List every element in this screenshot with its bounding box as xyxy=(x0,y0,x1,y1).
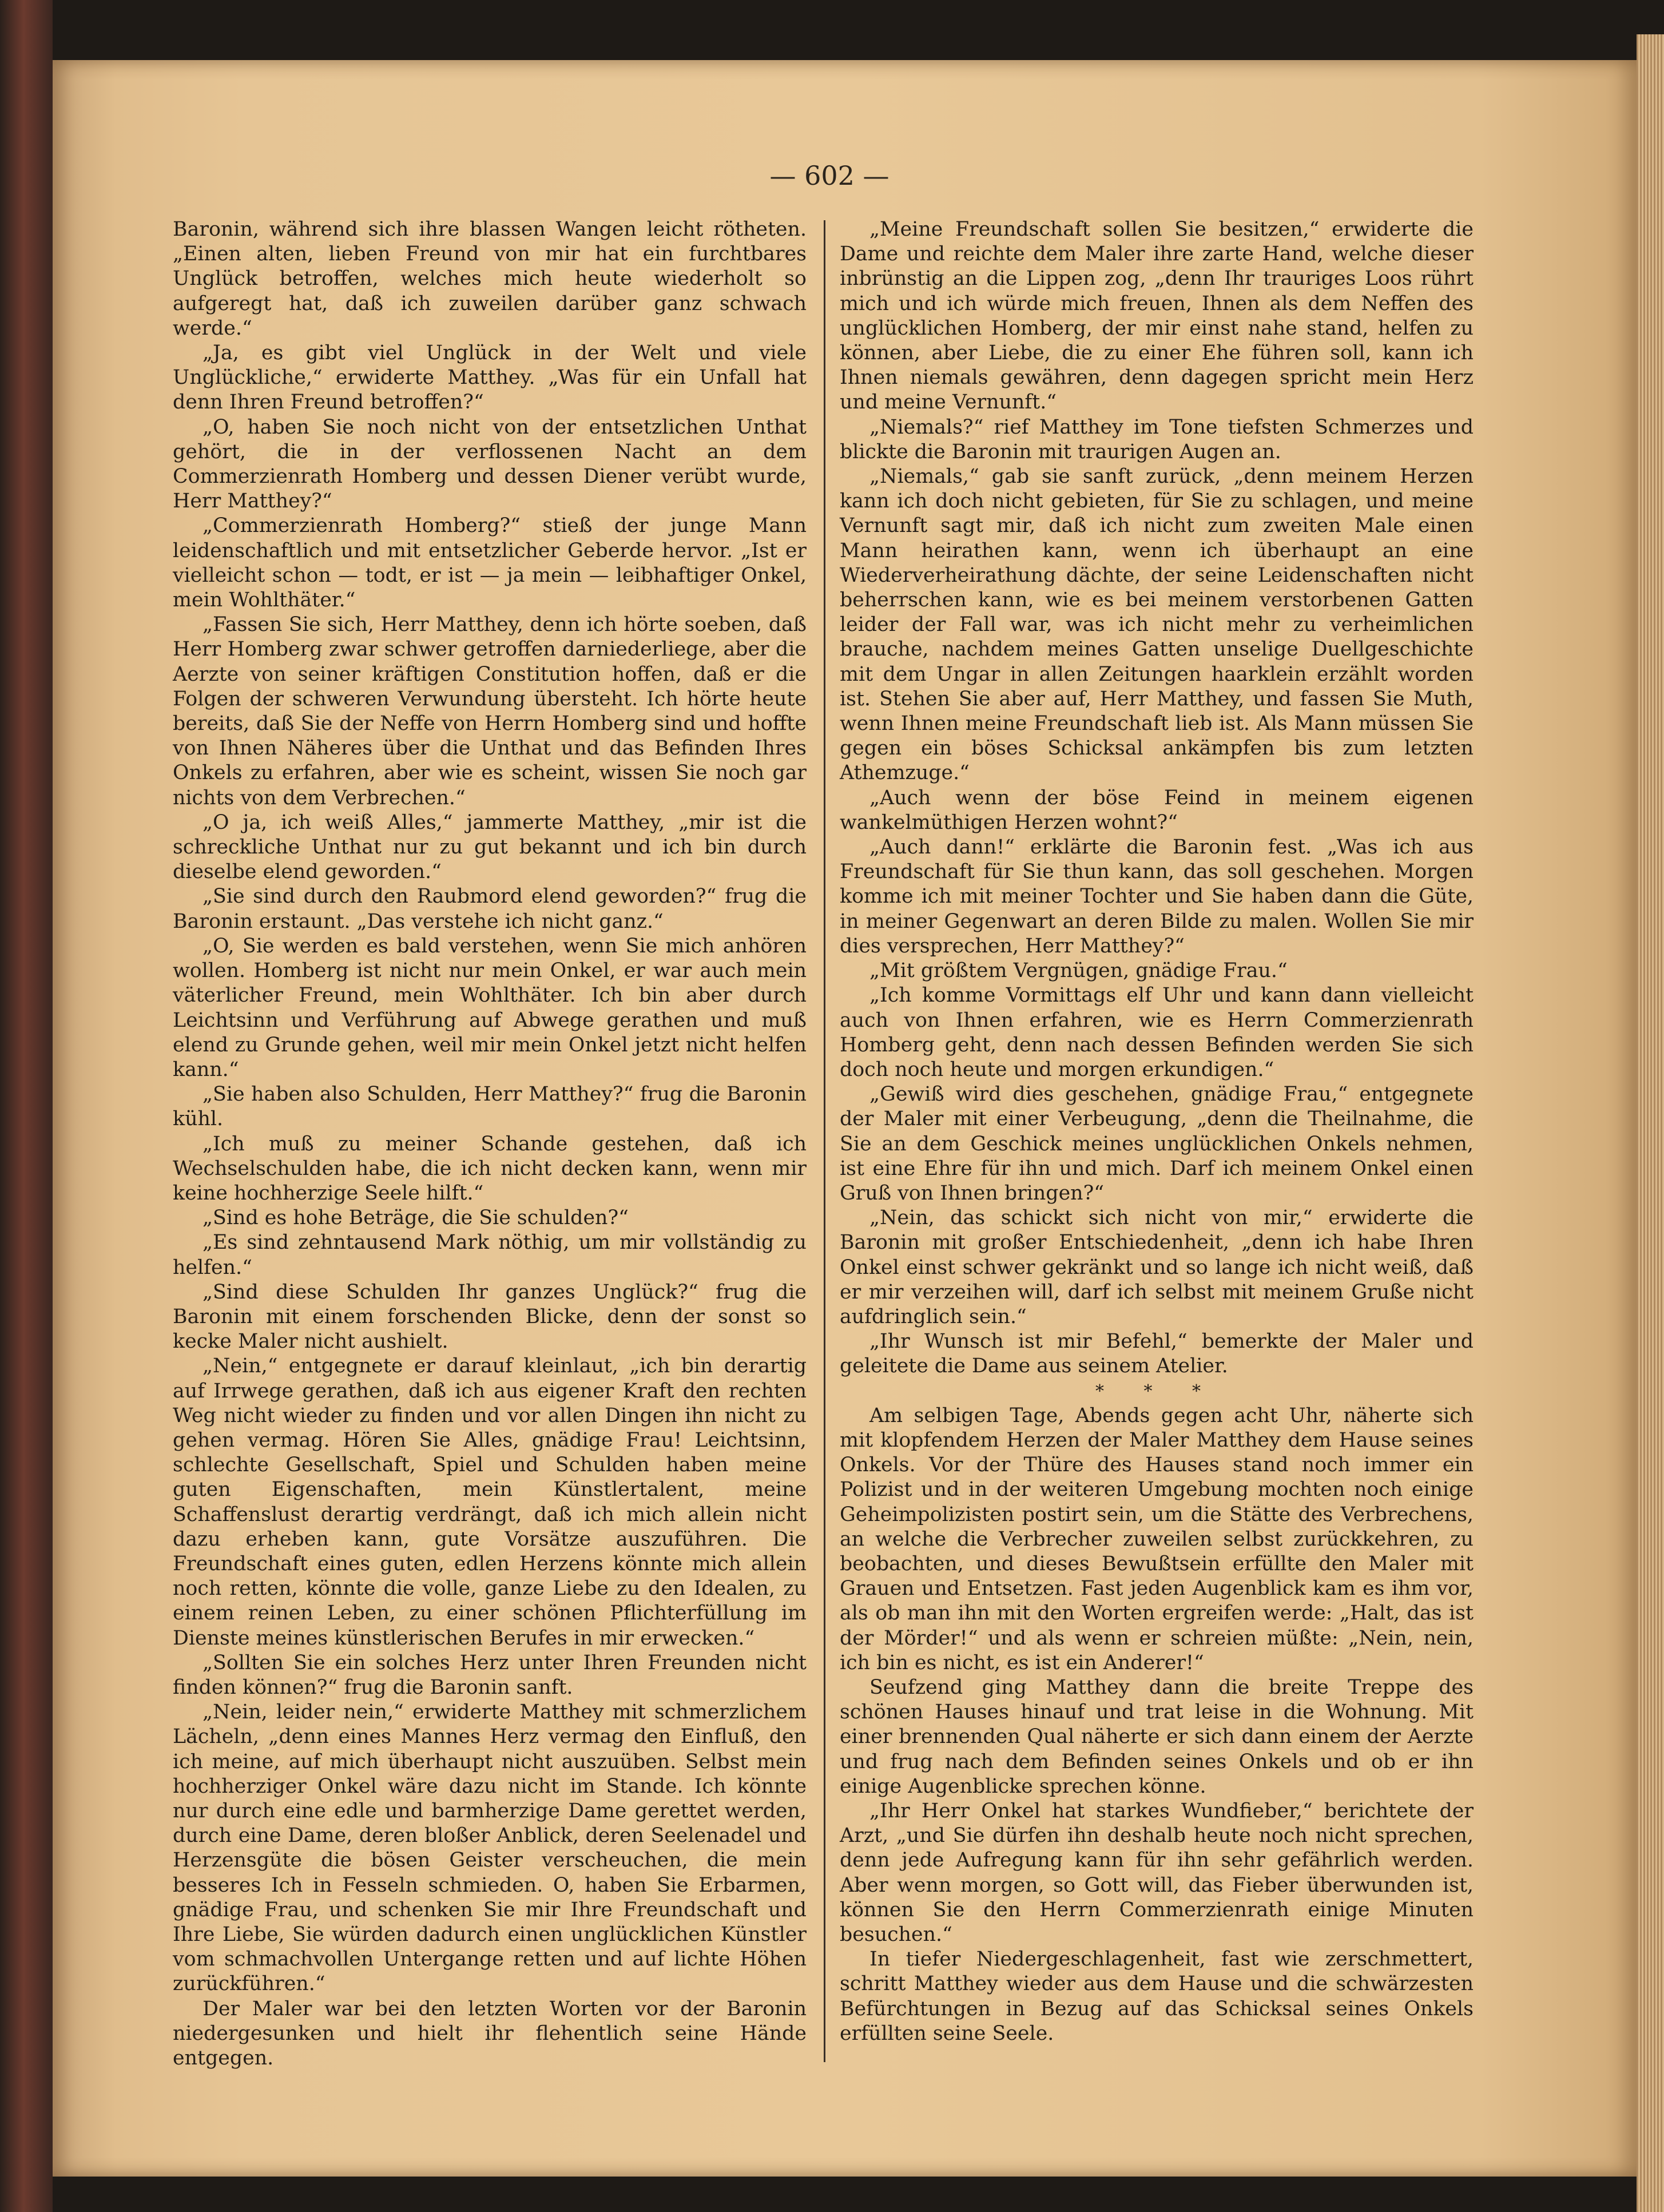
paragraph: „Ihr Wunsch ist mir Befehl,“ bemerkte der Maler und geleitete die Dame aus seinem Atelier. xyxy=(840,1330,1474,1378)
paragraph: „Niemals,“ gab sie sanft zurück, „denn meinem Herzen kann ich doch nicht gebieten, für Sie zu schlagen, und meine Vernunft sagt mir, daß ich nicht zum zweiten Male einen Mann heirathen kann, wenn ich überhaupt an eine Wiederverheirathung dächte, der seine Leidenschaften nicht beherrschen kann, wie es bei meinem verstorbenen Gatten leider der Fall war, was ich nicht mehr zu verheimlichen brauche, nachdem meines Gatten unselige Duellgeschichte mit dem Ungar in allen Zeitungen haarklein erzählt worden ist. Stehen Sie aber auf, Herr Matthey, und fassen Sie Muth, wenn Ihnen meine Freundschaft lieb ist. Als Mann müssen Sie gegen ein böses Schicksal ankämpfen bis zum letzten Athemzuge.“ xyxy=(840,465,1474,785)
paragraph: „Meine Freundschaft sollen Sie besitzen,“ erwiderte die Dame und reichte dem Maler ihre zarte Hand, welche dieser inbrünstig an die Lippen zog, „denn Ihr trauriges Loos rührt mich und ich würde mich freuen, Ihnen als dem Neffen des unglücklichen Homberg, der mir einst nahe stand, helfen zu können, aber Liebe, die zu einer Ehe führen soll, kann ich Ihnen niemals gewähren, denn dagegen spricht mein Herz und meine Vernunft.“ xyxy=(840,218,1474,414)
paragraph: „Sind es hohe Beträge, die Sie schulden?“ xyxy=(202,1206,629,1230)
column-divider xyxy=(824,220,825,2062)
section-break-asterisks: * * * xyxy=(1095,1381,1218,1401)
paragraph: „O, haben Sie noch nicht von der entsetzlichen Unthat gehört, die in der verflossenen Nacht an dem Commerzienrath Homberg und dessen Diener verübt wurde, Herr Matthey?“ xyxy=(173,415,807,513)
paragraph: „Ich muß zu meiner Schande gestehen, daß ich Wechselschulden habe, die ich nicht decken kann, wenn mir keine hochherzige Seele hilft.“ xyxy=(173,1132,807,1205)
paragraph: „Commerzienrath Homberg?“ stieß der junge Mann leidenschaftlich und mit entsetzlicher Geberde hervor. „Ist er vielleicht schon — todt, er ist — ja mein — leibhaftiger Onkel, mein Wohlthäter.“ xyxy=(173,514,807,612)
paragraph: „Ich komme Vormittags elf Uhr und kann dann vielleicht auch von Ihnen erfahren, wie es Herrn Commerzienrath Homberg geht, denn nach dessen Befinden werden Sie sich doch noch heute und morgen erkundigen.“ xyxy=(840,984,1474,1081)
paragraph: In tiefer Niedergeschlagenheit, fast wie zerschmettert, schritt Matthey wieder aus dem Hause und die schwärzesten Befürchtungen in Bezug auf das Schicksal seines Onkels erfüllten seine Seele. xyxy=(840,1948,1474,2045)
paragraph: „Ja, es gibt viel Unglück in der Welt und viele Unglückliche,“ erwiderte Matthey. „Was für ein Unfall hat denn Ihren Freund betroffen?“ xyxy=(173,341,807,414)
paragraph: „Auch dann!“ erklärte die Baronin fest. „Was ich aus Freundschaft für Sie thun kann, das soll geschehen. Morgen komme ich mit meiner Tochter und Sie haben dann die Güte, in meiner Gegenwart an deren Bilde zu malen. Wollen Sie mir dies versprechen, Herr Matthey?“ xyxy=(840,836,1474,958)
text-column-right xyxy=(840,217,1474,2046)
paragraph: „Sollten Sie ein solches Herz unter Ihren Freunden nicht finden können?“ frug die Baronin sanft. xyxy=(173,1651,807,1699)
page-number: — 602 — xyxy=(769,160,889,191)
paragraph: „O, Sie werden es bald verstehen, wenn Sie mich anhören wollen. Homberg ist nicht nur mein Onkel, er war auch mein väterlicher Freund, mein Wohlthäter. Ich bin aber durch Leichtsinn und Verführung auf Abwege gerathen und muß elend zu Grunde gehen, weil mir mein Onkel jetzt nicht helfen kann.“ xyxy=(173,934,807,1081)
paragraph: „Sie sind durch den Raubmord elend geworden?“ frug die Baronin erstaunt. „Das verstehe ich nicht ganz.“ xyxy=(173,885,807,933)
paragraph: „Gewiß wird dies geschehen, gnädige Frau,“ entgegnete der Maler mit einer Verbeugung, „denn die Theilnahme, die Sie an dem Geschick meines unglücklichen Onkels nehmen, ist eine Ehre für ihn und mich. Darf ich meinem Onkel einen Gruß von Ihnen bringen?“ xyxy=(840,1083,1474,1205)
paragraph: „O ja, ich weiß Alles,“ jammerte Matthey, „mir ist die schreckliche Unthat nur zu gut bekannt und ich bin durch dieselbe elend geworden.“ xyxy=(173,811,807,884)
paragraph: „Nein,“ entgegnete er darauf kleinlaut, „ich bin derartig auf Irrwege gerathen, daß ich aus eigener Kraft den rechten Weg nicht wieder zu finden und vor allen Dingen ihn nicht zu gehen vermag. Hören Sie Alles, gnädige Frau! Leichtsinn, schlechte Gesellschaft, Spiel und Schulden haben meine guten Eigenschaften, mein Künstlertalent, meine Schaffenslust derartig verdrängt, daß ich mich allein nicht dazu erheben kann, gute Vorsätze auszuführen. Die Freundschaft eines guten, edlen Herzens könnte mich allein noch retten, könnte die volle, ganze Liebe zu den Idealen, zu einem reinen Leben, zu einer schönen Pflichterfüllung im Dienste meines künstlerischen Berufes in mir erwecken.“ xyxy=(173,1355,807,1650)
paragraph: „Fassen Sie sich, Herr Matthey, denn ich hörte soeben, daß Herr Homberg zwar schwer getroffen darniederliege, aber die Aerzte von seiner kräftigen Constitution hoffen, daß er die Folgen der schweren Verwundung übersteht. Ich hörte heute bereits, daß Sie der Neffe von Herrn Homberg sind und hoffte von Ihnen Näheres über die Unthat und das Befinden Ihres Onkels zu erfahren, aber wie es scheint, wissen Sie noch gar nichts von dem Verbrechen.“ xyxy=(173,613,807,809)
page-edges xyxy=(1637,34,1664,2212)
book-spine xyxy=(0,0,53,2212)
paragraph: „Nein, leider nein,“ erwiderte Matthey mit schmerzlichem Lächeln, „denn eines Mannes Herz vermag den Einfluß, den ich meine, auf mich überhaupt nicht auszuüben. Selbst mein hochherziger Onkel wäre dazu nicht im Stande. Ich könnte nur durch eine edle und barmherzige Dame gerettet werden, durch eine Dame, deren bloßer Anblick, deren Seelenadel und Herzensgüte die bösen Geister verscheuchen, die mein besseres Ich in Fesseln schmieden. O, haben Sie Erbarmen, gnädige Frau, und schenken Sie mir Ihre Freundschaft und Ihre Liebe, Sie würden dadurch einen unglücklichen Künstler vom schmachvollen Untergange retten und auf lichte Höhen zurückführen.“ xyxy=(173,1701,807,1996)
paragraph: „Niemals?“ rief Matthey im Tone tiefsten Schmerzes und blickte die Baronin mit traurigen Augen an. xyxy=(840,415,1474,463)
paragraph: „Ihr Herr Onkel hat starkes Wundfieber,“ berichtete der Arzt, „und Sie dürfen ihn deshalb heute noch nicht sprechen, denn jede Aufregung kann für ihn sehr gefährlich werden. Aber wenn morgen, so Gott will, das Fieber überwunden ist, können Sie den Herrn Commerzienrath einige Minuten besuchen.“ xyxy=(840,1800,1474,1947)
paragraph: Am selbigen Tage, Abends gegen acht Uhr, näherte sich mit klopfendem Herzen der Maler Matthey dem Hause seines Onkels. Vor der Thüre des Hauses stand noch immer ein Polizist und in der weiteren Umgebung mochten noch einige Geheimpolizisten postirt sein, um die Stätte des Verbrechens, an welche die Verbrecher zuweilen selbst zurückkehren, zu beobachten, und dieses Bewußtsein erfüllte den Maler mit Grauen und Entsetzen. Fast jeden Augenblick kam es ihm vor, als ob man ihn mit den Worten ergreifen werde: „Halt, das ist der Mörder!“ und als wenn er schreien müßte: „Nein, nein, ich bin es nicht, es ist ein Anderer!“ xyxy=(840,1404,1474,1674)
paragraph: „Mit größtem Vergnügen, gnädige Frau.“ xyxy=(869,959,1288,983)
paragraph: Seufzend ging Matthey dann die breite Treppe des schönen Hauses hinauf und trat leise in die Wohnung. Mit einer brennenden Qual näherte er sich dann einem der Aerzte und frug nach dem Befinden seines Onkels und ob er ihn einige Augenblicke sprechen könne. xyxy=(840,1675,1474,1798)
text-column-left xyxy=(173,217,807,2071)
paragraph: „Es sind zehntausend Mark nöthig, um mir vollständig zu helfen.“ xyxy=(173,1231,807,1279)
paragraph: „Nein, das schickt sich nicht von mir,“ erwiderte die Baronin mit großer Entschiedenheit, „denn ich habe Ihren Onkel einst schwer gekränkt und so lange ich nicht weiß, daß er mir verzeihen will, darf ich selbst mit meinem Gruße nicht aufdringlich sein.“ xyxy=(840,1206,1474,1328)
paragraph: Baronin, während sich ihre blassen Wangen leicht rötheten. „Einen alten, lieben Freund von mir hat ein furchtbares Unglück betroffen, welches mich heute wiederholt so aufgeregt hat, daß ich zuweilen darüber ganz schwach werde.“ xyxy=(173,218,807,340)
paragraph: „Auch wenn der böse Feind in meinem eigenen wankelmüthigen Herzen wohnt?“ xyxy=(840,786,1474,834)
paragraph: „Sind diese Schulden Ihr ganzes Unglück?“ frug die Baronin mit einem forschenden Blicke, denn der sonst so kecke Maler nicht aushielt. xyxy=(173,1280,807,1353)
paragraph: „Sie haben also Schulden, Herr Matthey?“ frug die Baronin kühl. xyxy=(173,1083,807,1131)
paragraph: Der Maler war bei den letzten Worten vor der Baronin niedergesunken und hielt ihr flehentlich seine Hände entgegen. xyxy=(173,1997,807,2070)
